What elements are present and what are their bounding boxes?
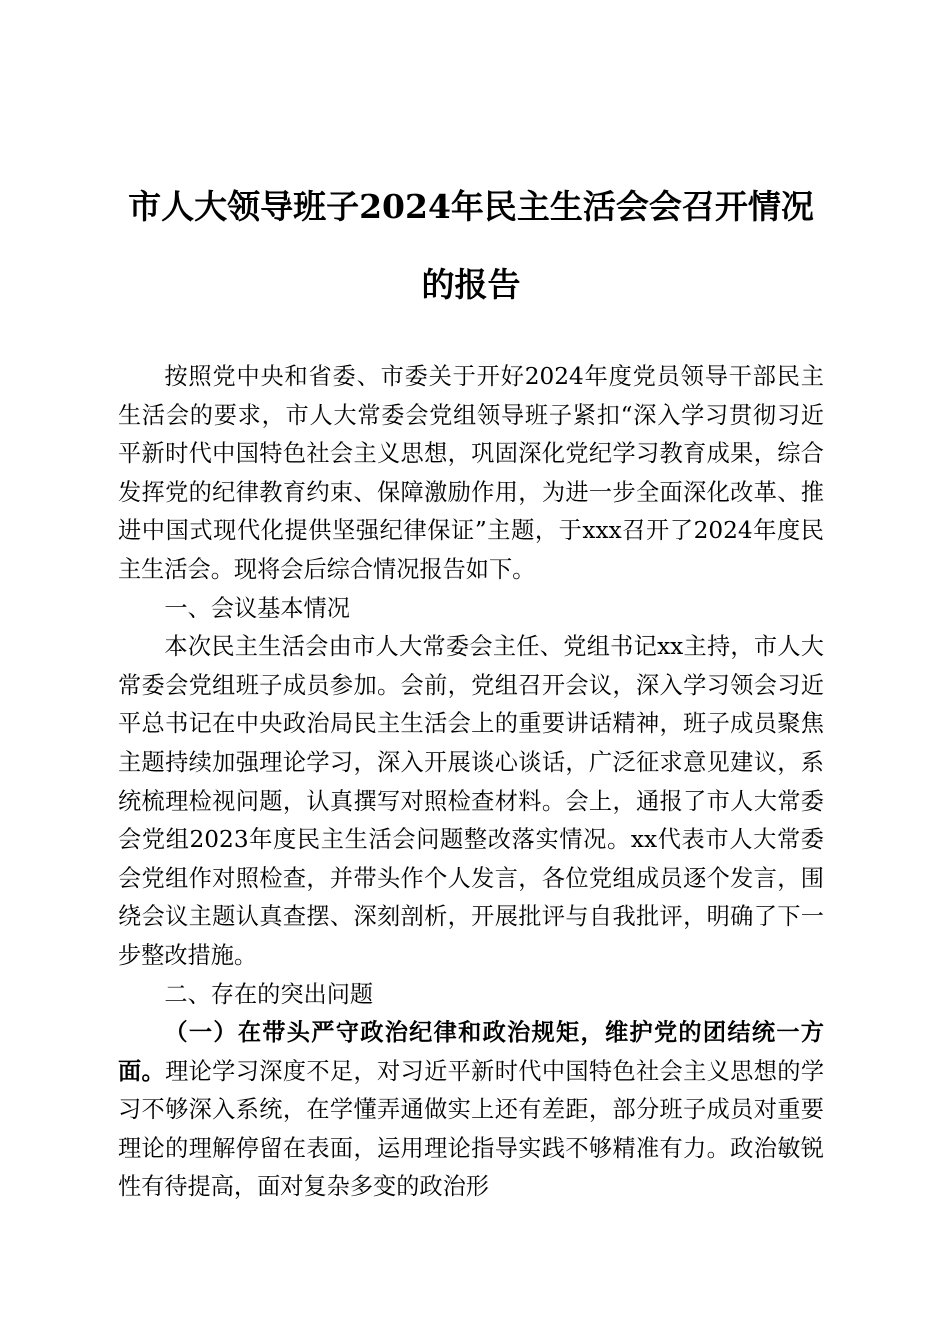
section-2-text: 理论学习深度不足，对习近平新时代中国特色社会主义思想的学习不够深入系统，在学懂弄通做实上还有差距，部分班子成员对重要理论的理解停留在表面，运用理论指导实践不够精准有力。政治敏锐性有待提高，面对复杂多变的政治形 [118, 1057, 825, 1201]
subheading-1: （一）在带头严守政治纪律和政治规矩，维护党的团结统一方面。 [118, 1019, 824, 1085]
section-2-paragraph [118, 1014, 824, 1207]
section-heading-2: 二、存在的突出问题 [164, 980, 374, 1008]
section-1-paragraph: 本次民主生活会由市人大常委会主任、党组书记xx主持，市人大常委会党组班子成员参加。会前，党组召开会议，深入学习领会习近平总书记在中央政治局民主生活会上的重要讲话精神，班子成员聚焦主题持续加强理论学习，深入开展谈心谈话，广泛征求意见建议，系统梳理检视问题，认真撰写对照检查材料。会上，通报了市人大常委会党组2023年度民主生活会问题整改落实情况。xx代表市人大常委会党组作对照检查，并带头作个人发言，各位党组成员逐个发言，围绕会议主题认真查摆、深刻剖析，开展批评与自我批评，明确了下一步整改措施。 [118, 633, 824, 969]
section-heading-1: 一、会议基本情况 [164, 594, 350, 622]
document-title: 市人大领导班子2024年民主生活会会召开情况的报告 [128, 187, 814, 304]
document-body [118, 358, 824, 1207]
intro-paragraph: 按照党中央和省委、市委关于开好2024年度党员领导干部民主生活会的要求，市人大常委会党组领导班子紧扣“深入学习贯彻习近平新时代中国特色社会主义思想，巩固深化党纪学习教育成果，综合发挥党的纪律教育约束、保障激励作用，为进一步全面深化改革、推进中国式现代化提供坚强纪律保证”主题，于xxx召开了2024年度民主生活会。现将会后综合情况报告如下。 [118, 363, 824, 583]
